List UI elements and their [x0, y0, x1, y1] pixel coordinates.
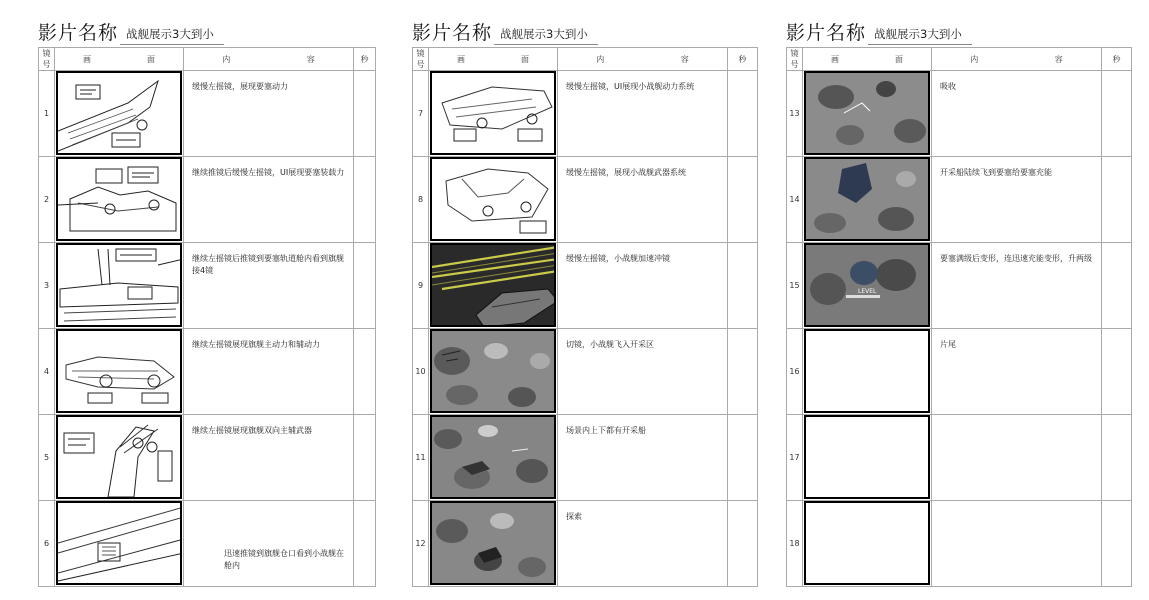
shot-frame-cell	[803, 415, 932, 501]
shot-seconds[interactable]	[354, 71, 376, 157]
shot-frame[interactable]	[804, 243, 930, 327]
table-row	[787, 71, 1132, 157]
table-row	[39, 415, 376, 501]
shot-description: 场景内上下都有开采船	[558, 415, 728, 501]
shot-frame-cell	[803, 157, 932, 243]
fortress-sketch-icon	[58, 245, 182, 327]
shot-seconds[interactable]	[1102, 157, 1132, 243]
shot-frame-cell	[55, 415, 184, 501]
table-row	[413, 415, 758, 501]
shot-frame[interactable]	[56, 329, 182, 413]
asteroid-field-icon	[806, 73, 930, 155]
shot-frame-cell	[55, 157, 184, 243]
col-picture: 画 面	[803, 48, 932, 71]
shot-seconds[interactable]	[1102, 71, 1132, 157]
shot-description	[932, 501, 1102, 587]
shot-number: 14	[787, 157, 803, 243]
turret-sketch-icon	[58, 417, 182, 499]
shot-number: 3	[39, 243, 55, 329]
shot-frame-cell	[429, 415, 558, 501]
asteroid-field-icon	[432, 503, 556, 585]
shot-seconds[interactable]	[354, 415, 376, 501]
shot-description: 迅速推镜到旗舰仓口看到小战舰在舱内	[184, 501, 354, 587]
shot-description: 缓慢左摇镜，展现要塞动力	[184, 71, 354, 157]
shot-number: 5	[39, 415, 55, 501]
shot-seconds[interactable]	[1102, 329, 1132, 415]
shot-frame-cell	[803, 243, 932, 329]
table-row	[39, 329, 376, 415]
table-row	[413, 71, 758, 157]
table-row	[413, 243, 758, 329]
col-shot-number: 镜号	[413, 48, 429, 71]
sheet-header	[786, 18, 1131, 48]
film-name-label: 影片名称	[786, 22, 867, 44]
shot-number: 1	[39, 71, 55, 157]
shot-frame[interactable]	[430, 501, 556, 585]
shot-frame-cell	[803, 329, 932, 415]
shot-number: 10	[413, 329, 429, 415]
col-picture: 画 面	[429, 48, 558, 71]
shot-frame-cell	[429, 71, 558, 157]
fortress-sketch-icon	[58, 159, 182, 241]
table-row	[787, 501, 1132, 587]
shot-frame[interactable]	[430, 329, 556, 413]
shot-number: 15	[787, 243, 803, 329]
shot-number: 12	[413, 501, 429, 587]
shot-description: 继续左摇镜展现旗舰主动力和辅动力	[184, 329, 354, 415]
shot-seconds[interactable]	[1102, 415, 1132, 501]
shot-frame-cell	[55, 501, 184, 587]
shot-seconds[interactable]	[728, 157, 758, 243]
shot-seconds[interactable]	[354, 157, 376, 243]
shot-frame[interactable]	[56, 157, 182, 241]
shot-number: 16	[787, 329, 803, 415]
shot-number: 4	[39, 329, 55, 415]
table-row	[787, 415, 1132, 501]
col-content: 内 容	[184, 48, 354, 71]
shot-description: 开采船陆续飞到要塞给要塞充能	[932, 157, 1102, 243]
shot-description: 要塞满级后变形，连迅速充能变形，升两级	[932, 243, 1102, 329]
shot-frame[interactable]	[56, 243, 182, 327]
col-seconds: 秒	[728, 48, 758, 71]
col-seconds: 秒	[1102, 48, 1132, 71]
shot-frame-cell	[429, 501, 558, 587]
shot-frame-cell	[55, 243, 184, 329]
hangar-sketch-icon	[58, 503, 182, 585]
shot-description: 继续左摇镜展现旗舰双向主辅武器	[184, 415, 354, 501]
small-warship-sketch-icon	[432, 159, 556, 241]
shot-frame[interactable]	[430, 71, 556, 155]
table-row	[39, 501, 376, 587]
col-picture: 画 面	[55, 48, 184, 71]
shot-seconds[interactable]	[1102, 501, 1132, 587]
shot-frame[interactable]	[804, 501, 930, 585]
shot-seconds[interactable]	[1102, 243, 1132, 329]
flagship-sketch-icon	[58, 331, 182, 413]
storyboard-table	[38, 47, 376, 587]
table-row	[787, 243, 1132, 329]
shot-description: 片尾	[932, 329, 1102, 415]
shot-frame[interactable]	[430, 157, 556, 241]
shot-frame[interactable]	[56, 415, 182, 499]
level-overlay-text: LEVEL	[858, 288, 877, 295]
asteroid-field-icon	[806, 159, 930, 241]
shot-description: 探索	[558, 501, 728, 587]
table-row	[787, 157, 1132, 243]
small-warship-sketch-icon	[432, 73, 556, 155]
shot-frame[interactable]	[430, 243, 556, 327]
shot-description: 切镜，小战舰飞入开采区	[558, 329, 728, 415]
shot-frame-cell	[429, 243, 558, 329]
shot-number: 17	[787, 415, 803, 501]
shot-frame-cell	[55, 329, 184, 415]
fortress-sketch-icon	[58, 73, 182, 155]
col-shot-number: 镜号	[39, 48, 55, 71]
storyboard-table	[412, 47, 758, 587]
shot-frame-cell	[429, 157, 558, 243]
film-name-value: 战舰展示3大到小	[494, 26, 598, 45]
film-name-label: 影片名称	[38, 22, 119, 44]
shot-frame[interactable]	[804, 157, 930, 241]
film-name-value: 战舰展示3大到小	[868, 26, 972, 45]
table-row	[413, 329, 758, 415]
shot-frame[interactable]	[430, 415, 556, 499]
shot-seconds[interactable]	[728, 501, 758, 587]
shot-seconds[interactable]	[354, 501, 376, 587]
shot-frame-cell	[55, 71, 184, 157]
shot-description	[932, 415, 1102, 501]
shot-frame[interactable]	[804, 329, 930, 413]
shot-seconds[interactable]	[728, 243, 758, 329]
fortress-transform-icon	[806, 245, 930, 327]
shot-description: 吸收	[932, 71, 1102, 157]
table-row	[413, 501, 758, 587]
shot-frame-cell	[429, 329, 558, 415]
sheet-header	[412, 18, 757, 48]
shot-seconds[interactable]	[728, 71, 758, 157]
shot-seconds[interactable]	[728, 329, 758, 415]
table-header-row	[787, 48, 1132, 71]
shot-seconds[interactable]	[354, 243, 376, 329]
shot-frame[interactable]	[56, 71, 182, 155]
table-row	[39, 157, 376, 243]
shot-number: 2	[39, 157, 55, 243]
shot-number: 8	[413, 157, 429, 243]
shot-number: 6	[39, 501, 55, 587]
film-name-label: 影片名称	[412, 22, 493, 44]
table-row	[39, 71, 376, 157]
sheet-header	[38, 18, 375, 48]
table-header-row	[39, 48, 376, 71]
shot-number: 18	[787, 501, 803, 587]
shot-frame[interactable]	[804, 71, 930, 155]
shot-frame[interactable]	[804, 415, 930, 499]
asteroid-field-icon	[432, 331, 556, 413]
table-header-row	[413, 48, 758, 71]
col-content: 内 容	[932, 48, 1102, 71]
table-row	[787, 329, 1132, 415]
shot-description: 继续左摇镜后推镜到要塞轨道舱内看到旗舰接4镜	[184, 243, 354, 329]
table-row	[39, 243, 376, 329]
shot-description: 继续推镜后缓慢左摇镜，UI展现要塞装载力	[184, 157, 354, 243]
shot-number: 7	[413, 71, 429, 157]
col-content: 内 容	[558, 48, 728, 71]
shot-description: 缓慢左摇镜，展现小战舰武器系统	[558, 157, 728, 243]
speed-lines-icon	[432, 245, 556, 327]
shot-seconds[interactable]	[354, 329, 376, 415]
shot-description: 缓慢左摇镜，小战舰加速冲镜	[558, 243, 728, 329]
storyboard-table	[786, 47, 1132, 587]
film-name-value: 战舰展示3大到小	[120, 26, 224, 45]
shot-number: 9	[413, 243, 429, 329]
col-seconds: 秒	[354, 48, 376, 71]
col-shot-number: 镜号	[787, 48, 803, 71]
table-row	[413, 157, 758, 243]
shot-number: 13	[787, 71, 803, 157]
shot-frame[interactable]	[56, 501, 182, 585]
shot-number: 11	[413, 415, 429, 501]
shot-frame-cell	[803, 501, 932, 587]
asteroid-field-icon	[432, 417, 556, 499]
shot-description: 缓慢左摇镜，UI展现小战舰动力系统	[558, 71, 728, 157]
shot-seconds[interactable]	[728, 415, 758, 501]
shot-frame-cell	[803, 71, 932, 157]
